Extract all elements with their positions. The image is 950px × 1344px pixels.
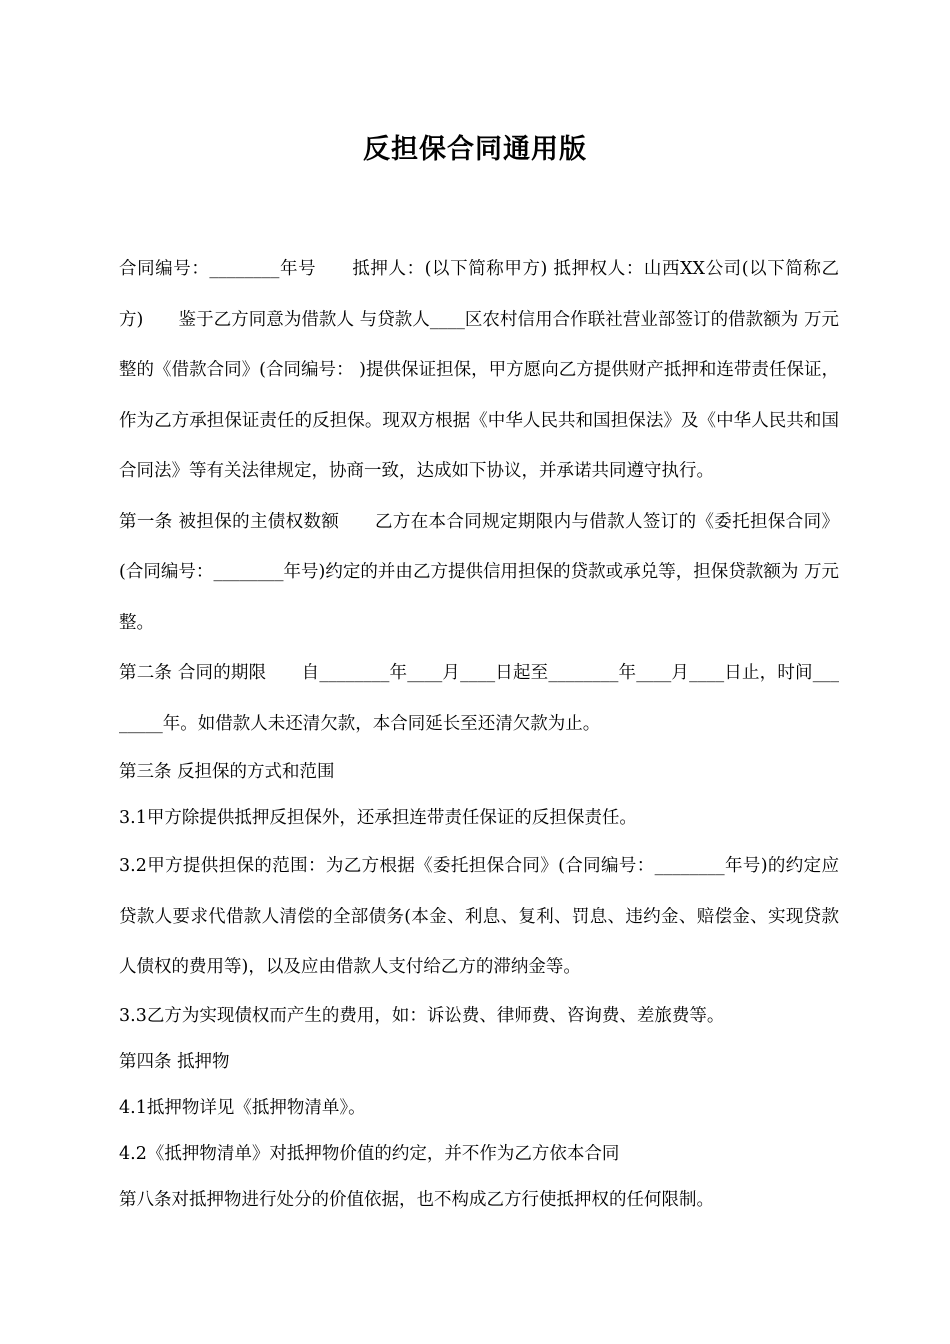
paragraph-article-2: 第二条 合同的期限 自________年____月____日起至________年____月____日止，时间________年。如借款人未还清欠款，本合同延长至还清欠款为止。 — [119, 663, 839, 734]
paragraph-3-2: 3.2甲方提供担保的范围：为乙方根据《委托担保合同》(合同编号：________年号)的约定应贷款人要求代借款人清偿的全部债务(本金、利息、复利、罚息、违约金、赔偿金、实现贷款人债权的费用等)，以及应由借款人支付给乙方的滞纳金等。 — [119, 856, 839, 977]
paragraph-4-1: 4.1抵押物详见《抵押物清单》。 — [119, 1097, 366, 1118]
paragraph-preamble: 合同编号：________年号 抵押人：(以下简称甲方) 抵押权人：山西XX公司(以下简称乙方) 鉴于乙方同意为借款人 与贷款人____区农村信用合作联社营业部签订的借款额为 万元整的《借款合同》(合同编号： )提供保证担保，甲方愿向乙方提供财产抵押和连带责任保证，作为乙方承担保证责任的反担保。现双方根据《中华人民共和国担保法》及《中华人民共和国合同法》等有关法律规定，协商一致，达成如下协议，并承诺共同遵守执行。 — [119, 259, 839, 481]
paragraph-4-2: 4.2《抵押物清单》对抵押物价值的约定，并不作为乙方依本合同 — [119, 1143, 620, 1164]
document-body — [119, 244, 839, 1223]
document-title: 反担保合同通用版 — [363, 134, 587, 165]
paragraph-3-3: 3.3乙方为实现债权而产生的费用，如：诉讼费、律师费、咨询费、差旅费等。 — [119, 1005, 725, 1026]
heading-article-4: 第四条 抵押物 — [119, 1051, 230, 1072]
heading-article-3: 第三条 反担保的方式和范围 — [119, 762, 335, 782]
paragraph-3-1: 3.1甲方除提供抵押反担保外，还承担连带责任保证的反担保责任。 — [119, 808, 637, 828]
paragraph-article-1: 第一条 被担保的主债权数额 乙方在本合同规定期限内与借款人签订的《委托担保合同》(合同编号：________年号)约定的并由乙方提供信用担保的贷款或承兑等，担保贷款额为 万元整。 — [119, 511, 839, 633]
paragraph-article-8-ref: 第八条对抵押物进行处分的价值依据，也不构成乙方行使抵押权的任何限制。 — [119, 1189, 714, 1210]
